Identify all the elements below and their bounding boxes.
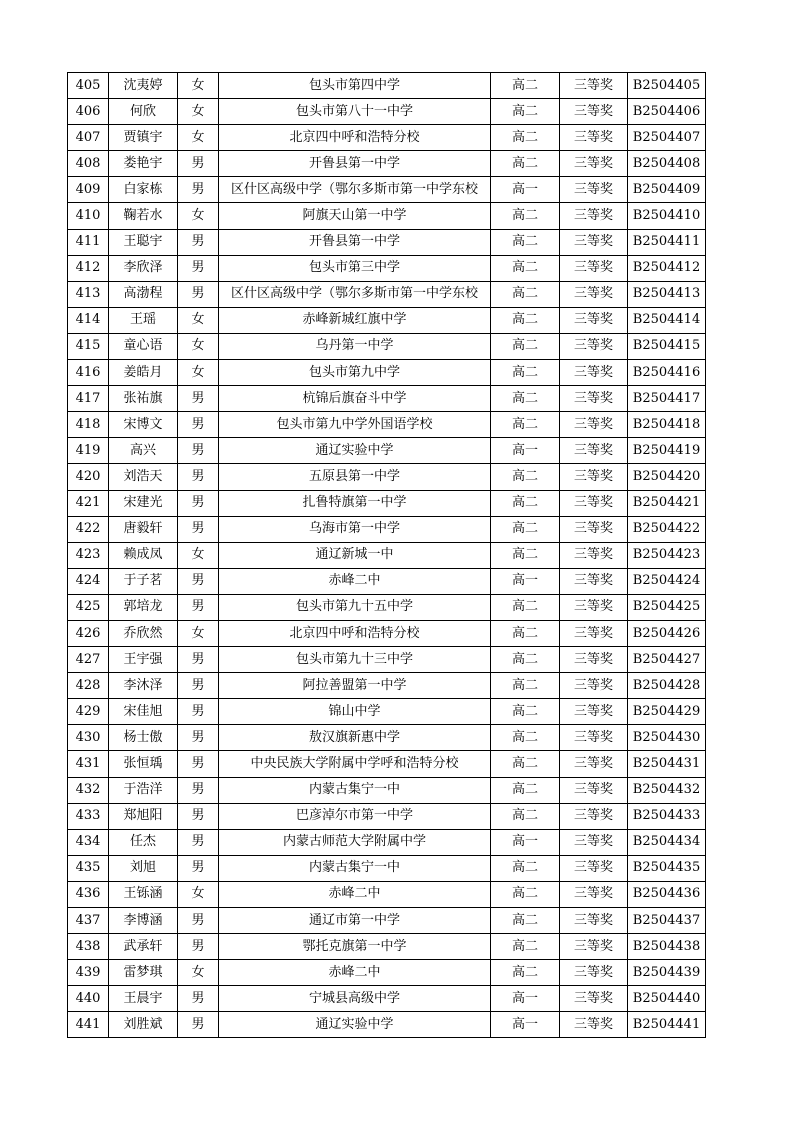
- cell-school: 乌海市第一中学: [219, 516, 491, 542]
- cell-gender: 男: [178, 386, 219, 412]
- cell-name: 何欣: [109, 99, 178, 125]
- cell-award: 三等奖: [560, 1012, 628, 1038]
- cell-gender: 男: [178, 829, 219, 855]
- cell-grade: 高一: [491, 829, 560, 855]
- cell-index: 411: [68, 229, 109, 255]
- table-row: [68, 281, 706, 307]
- cell-certificate: B2504440: [628, 986, 706, 1012]
- cell-grade: 高二: [491, 699, 560, 725]
- cell-certificate: B2504407: [628, 125, 706, 151]
- table-row: [68, 438, 706, 464]
- cell-name: 杨士傲: [109, 725, 178, 751]
- cell-school: 乌丹第一中学: [219, 333, 491, 359]
- cell-gender: 男: [178, 281, 219, 307]
- table-row: [68, 803, 706, 829]
- cell-gender: 男: [178, 151, 219, 177]
- cell-award: 三等奖: [560, 307, 628, 333]
- cell-name: 高兴: [109, 438, 178, 464]
- cell-award: 三等奖: [560, 777, 628, 803]
- cell-school: 北京四中呼和浩特分校: [219, 125, 491, 151]
- cell-certificate: B2504441: [628, 1012, 706, 1038]
- cell-award: 三等奖: [560, 803, 628, 829]
- cell-gender: 男: [178, 751, 219, 777]
- cell-name: 赖成凤: [109, 542, 178, 568]
- table-row: [68, 881, 706, 907]
- cell-gender: 男: [178, 464, 219, 490]
- cell-school: 通辽实验中学: [219, 1012, 491, 1038]
- cell-grade: 高二: [491, 725, 560, 751]
- cell-name: 高渤程: [109, 281, 178, 307]
- cell-school: 赤峰二中: [219, 881, 491, 907]
- table-row: [68, 568, 706, 594]
- table-row: [68, 647, 706, 673]
- cell-name: 王晨宇: [109, 986, 178, 1012]
- cell-gender: 男: [178, 412, 219, 438]
- cell-award: 三等奖: [560, 281, 628, 307]
- cell-name: 贾镇宇: [109, 125, 178, 151]
- cell-index: 410: [68, 203, 109, 229]
- table-row: [68, 203, 706, 229]
- cell-gender: 男: [178, 777, 219, 803]
- cell-award: 三等奖: [560, 699, 628, 725]
- cell-award: 三等奖: [560, 490, 628, 516]
- cell-gender: 女: [178, 99, 219, 125]
- cell-school: 阿拉善盟第一中学: [219, 673, 491, 699]
- cell-award: 三等奖: [560, 99, 628, 125]
- cell-certificate: B2504432: [628, 777, 706, 803]
- cell-gender: 男: [178, 803, 219, 829]
- cell-index: 416: [68, 360, 109, 386]
- cell-school: 通辽实验中学: [219, 438, 491, 464]
- table-row: [68, 412, 706, 438]
- cell-grade: 高二: [491, 412, 560, 438]
- cell-grade: 高二: [491, 647, 560, 673]
- cell-index: 429: [68, 699, 109, 725]
- cell-name: 刘浩天: [109, 464, 178, 490]
- cell-grade: 高二: [491, 464, 560, 490]
- table-row: [68, 725, 706, 751]
- cell-name: 乔欣然: [109, 620, 178, 646]
- cell-award: 三等奖: [560, 516, 628, 542]
- cell-index: 407: [68, 125, 109, 151]
- cell-school: 五原县第一中学: [219, 464, 491, 490]
- table-row: [68, 594, 706, 620]
- cell-award: 三等奖: [560, 386, 628, 412]
- cell-grade: 高二: [491, 73, 560, 99]
- cell-certificate: B2504406: [628, 99, 706, 125]
- cell-name: 李欣泽: [109, 255, 178, 281]
- cell-award: 三等奖: [560, 151, 628, 177]
- cell-index: 427: [68, 647, 109, 673]
- table-row: [68, 777, 706, 803]
- cell-gender: 男: [178, 725, 219, 751]
- cell-award: 三等奖: [560, 125, 628, 151]
- cell-name: 刘胜斌: [109, 1012, 178, 1038]
- cell-index: 423: [68, 542, 109, 568]
- cell-award: 三等奖: [560, 177, 628, 203]
- cell-name: 唐毅轩: [109, 516, 178, 542]
- table-row: [68, 73, 706, 99]
- cell-gender: 男: [178, 855, 219, 881]
- cell-name: 宋博文: [109, 412, 178, 438]
- cell-name: 武承轩: [109, 934, 178, 960]
- cell-grade: 高二: [491, 673, 560, 699]
- cell-gender: 男: [178, 1012, 219, 1038]
- cell-name: 张祐旗: [109, 386, 178, 412]
- cell-grade: 高二: [491, 777, 560, 803]
- cell-school: 包头市第九中学: [219, 360, 491, 386]
- cell-certificate: B2504415: [628, 333, 706, 359]
- cell-school: 内蒙古集宁一中: [219, 855, 491, 881]
- cell-award: 三等奖: [560, 73, 628, 99]
- cell-certificate: B2504419: [628, 438, 706, 464]
- cell-certificate: B2504430: [628, 725, 706, 751]
- cell-school: 赤峰二中: [219, 960, 491, 986]
- cell-certificate: B2504431: [628, 751, 706, 777]
- cell-index: 412: [68, 255, 109, 281]
- cell-name: 王聪宇: [109, 229, 178, 255]
- cell-gender: 女: [178, 620, 219, 646]
- award-table: [67, 72, 706, 1038]
- cell-award: 三等奖: [560, 620, 628, 646]
- cell-grade: 高二: [491, 307, 560, 333]
- cell-school: 区什区高级中学（鄂尔多斯市第一中学东校: [219, 281, 491, 307]
- cell-gender: 女: [178, 881, 219, 907]
- table-row: [68, 934, 706, 960]
- cell-gender: 男: [178, 673, 219, 699]
- cell-school: 内蒙古集宁一中: [219, 777, 491, 803]
- cell-school: 内蒙古师范大学附属中学: [219, 829, 491, 855]
- cell-name: 沈夷婷: [109, 73, 178, 99]
- cell-school: 巴彦淖尔市第一中学: [219, 803, 491, 829]
- table-row: [68, 960, 706, 986]
- cell-index: 435: [68, 855, 109, 881]
- cell-award: 三等奖: [560, 333, 628, 359]
- cell-award: 三等奖: [560, 255, 628, 281]
- cell-gender: 男: [178, 255, 219, 281]
- table-row: [68, 855, 706, 881]
- cell-school: 赤峰新城红旗中学: [219, 307, 491, 333]
- table-row: [68, 386, 706, 412]
- cell-grade: 高一: [491, 177, 560, 203]
- table-row: [68, 986, 706, 1012]
- cell-school: 包头市第三中学: [219, 255, 491, 281]
- cell-grade: 高一: [491, 986, 560, 1012]
- cell-award: 三等奖: [560, 542, 628, 568]
- cell-index: 425: [68, 594, 109, 620]
- cell-certificate: B2504433: [628, 803, 706, 829]
- cell-name: 郭培龙: [109, 594, 178, 620]
- table-row: [68, 829, 706, 855]
- cell-name: 王瑶: [109, 307, 178, 333]
- cell-index: 439: [68, 960, 109, 986]
- cell-grade: 高二: [491, 99, 560, 125]
- cell-school: 通辽新城一中: [219, 542, 491, 568]
- cell-index: 422: [68, 516, 109, 542]
- cell-gender: 男: [178, 699, 219, 725]
- cell-school: 包头市第四中学: [219, 73, 491, 99]
- table-row: [68, 229, 706, 255]
- award-table-body: [68, 73, 706, 1038]
- cell-certificate: B2504408: [628, 151, 706, 177]
- cell-name: 宋佳旭: [109, 699, 178, 725]
- cell-gender: 男: [178, 229, 219, 255]
- cell-award: 三等奖: [560, 438, 628, 464]
- cell-index: 418: [68, 412, 109, 438]
- cell-name: 雷梦琪: [109, 960, 178, 986]
- cell-school: 敖汉旗新惠中学: [219, 725, 491, 751]
- cell-index: 434: [68, 829, 109, 855]
- cell-school: 扎鲁特旗第一中学: [219, 490, 491, 516]
- cell-certificate: B2504413: [628, 281, 706, 307]
- cell-certificate: B2504421: [628, 490, 706, 516]
- cell-award: 三等奖: [560, 673, 628, 699]
- cell-name: 任杰: [109, 829, 178, 855]
- cell-index: 441: [68, 1012, 109, 1038]
- cell-grade: 高二: [491, 516, 560, 542]
- cell-school: 锦山中学: [219, 699, 491, 725]
- cell-name: 王铄涵: [109, 881, 178, 907]
- cell-gender: 男: [178, 490, 219, 516]
- cell-grade: 高二: [491, 281, 560, 307]
- cell-grade: 高二: [491, 125, 560, 151]
- cell-gender: 女: [178, 73, 219, 99]
- cell-school: 中央民族大学附属中学呼和浩特分校: [219, 751, 491, 777]
- cell-index: 415: [68, 333, 109, 359]
- cell-gender: 男: [178, 177, 219, 203]
- cell-award: 三等奖: [560, 412, 628, 438]
- cell-index: 437: [68, 908, 109, 934]
- table-row: [68, 177, 706, 203]
- cell-award: 三等奖: [560, 829, 628, 855]
- cell-name: 童心语: [109, 333, 178, 359]
- cell-name: 白家栋: [109, 177, 178, 203]
- cell-grade: 高二: [491, 803, 560, 829]
- cell-gender: 男: [178, 986, 219, 1012]
- cell-grade: 高二: [491, 203, 560, 229]
- cell-index: 428: [68, 673, 109, 699]
- cell-index: 432: [68, 777, 109, 803]
- cell-award: 三等奖: [560, 934, 628, 960]
- cell-gender: 男: [178, 438, 219, 464]
- cell-certificate: B2504427: [628, 647, 706, 673]
- cell-school: 开鲁县第一中学: [219, 151, 491, 177]
- cell-index: 413: [68, 281, 109, 307]
- cell-index: 430: [68, 725, 109, 751]
- cell-award: 三等奖: [560, 594, 628, 620]
- cell-grade: 高二: [491, 620, 560, 646]
- cell-certificate: B2504410: [628, 203, 706, 229]
- table-row: [68, 751, 706, 777]
- table-row: [68, 255, 706, 281]
- cell-index: 431: [68, 751, 109, 777]
- cell-name: 刘旭: [109, 855, 178, 881]
- cell-certificate: B2504425: [628, 594, 706, 620]
- cell-certificate: B2504420: [628, 464, 706, 490]
- table-row: [68, 908, 706, 934]
- table-row: [68, 673, 706, 699]
- cell-grade: 高二: [491, 386, 560, 412]
- table-row: [68, 151, 706, 177]
- table-row: [68, 333, 706, 359]
- cell-school: 包头市第八十一中学: [219, 99, 491, 125]
- cell-certificate: B2504412: [628, 255, 706, 281]
- cell-grade: 高二: [491, 255, 560, 281]
- cell-name: 李沐泽: [109, 673, 178, 699]
- cell-gender: 男: [178, 647, 219, 673]
- cell-school: 包头市第九十五中学: [219, 594, 491, 620]
- cell-gender: 女: [178, 542, 219, 568]
- table-row: [68, 125, 706, 151]
- cell-name: 于浩洋: [109, 777, 178, 803]
- cell-gender: 男: [178, 934, 219, 960]
- cell-gender: 女: [178, 360, 219, 386]
- table-row: [68, 490, 706, 516]
- cell-gender: 男: [178, 516, 219, 542]
- table-row: [68, 542, 706, 568]
- cell-certificate: B2504418: [628, 412, 706, 438]
- cell-school: 鄂托克旗第一中学: [219, 934, 491, 960]
- cell-award: 三等奖: [560, 751, 628, 777]
- cell-school: 通辽市第一中学: [219, 908, 491, 934]
- cell-certificate: B2504422: [628, 516, 706, 542]
- cell-school: 开鲁县第一中学: [219, 229, 491, 255]
- cell-grade: 高二: [491, 855, 560, 881]
- cell-gender: 女: [178, 333, 219, 359]
- cell-gender: 女: [178, 960, 219, 986]
- cell-certificate: B2504416: [628, 360, 706, 386]
- cell-school: 包头市第九十三中学: [219, 647, 491, 673]
- cell-grade: 高二: [491, 934, 560, 960]
- table-row: [68, 1012, 706, 1038]
- cell-award: 三等奖: [560, 464, 628, 490]
- cell-school: 赤峰二中: [219, 568, 491, 594]
- cell-grade: 高二: [491, 542, 560, 568]
- cell-award: 三等奖: [560, 908, 628, 934]
- cell-certificate: B2504411: [628, 229, 706, 255]
- table-row: [68, 464, 706, 490]
- cell-grade: 高二: [491, 360, 560, 386]
- cell-school: 宁城县高级中学: [219, 986, 491, 1012]
- cell-certificate: B2504417: [628, 386, 706, 412]
- cell-name: 李博涵: [109, 908, 178, 934]
- cell-grade: 高二: [491, 229, 560, 255]
- table-row: [68, 699, 706, 725]
- cell-award: 三等奖: [560, 960, 628, 986]
- cell-certificate: B2504438: [628, 934, 706, 960]
- cell-gender: 男: [178, 908, 219, 934]
- cell-name: 宋建光: [109, 490, 178, 516]
- cell-name: 于子茗: [109, 568, 178, 594]
- cell-grade: 高二: [491, 333, 560, 359]
- cell-index: 426: [68, 620, 109, 646]
- table-row: [68, 620, 706, 646]
- cell-certificate: B2504439: [628, 960, 706, 986]
- cell-grade: 高二: [491, 881, 560, 907]
- cell-award: 三等奖: [560, 568, 628, 594]
- table-row: [68, 307, 706, 333]
- cell-certificate: B2504435: [628, 855, 706, 881]
- cell-school: 北京四中呼和浩特分校: [219, 620, 491, 646]
- cell-name: 王宇强: [109, 647, 178, 673]
- cell-index: 424: [68, 568, 109, 594]
- cell-certificate: B2504436: [628, 881, 706, 907]
- cell-gender: 女: [178, 203, 219, 229]
- cell-index: 433: [68, 803, 109, 829]
- cell-certificate: B2504414: [628, 307, 706, 333]
- cell-index: 406: [68, 99, 109, 125]
- cell-award: 三等奖: [560, 647, 628, 673]
- cell-name: 鞠若水: [109, 203, 178, 229]
- cell-name: 姜皓月: [109, 360, 178, 386]
- cell-award: 三等奖: [560, 725, 628, 751]
- cell-index: 405: [68, 73, 109, 99]
- cell-award: 三等奖: [560, 360, 628, 386]
- cell-grade: 高二: [491, 960, 560, 986]
- table-row: [68, 99, 706, 125]
- cell-school: 区什区高级中学（鄂尔多斯市第一中学东校: [219, 177, 491, 203]
- cell-gender: 男: [178, 594, 219, 620]
- cell-index: 436: [68, 881, 109, 907]
- cell-certificate: B2504434: [628, 829, 706, 855]
- cell-grade: 高二: [491, 490, 560, 516]
- cell-index: 417: [68, 386, 109, 412]
- cell-certificate: B2504409: [628, 177, 706, 203]
- table-row: [68, 516, 706, 542]
- cell-certificate: B2504424: [628, 568, 706, 594]
- table-row: [68, 360, 706, 386]
- cell-award: 三等奖: [560, 855, 628, 881]
- cell-award: 三等奖: [560, 881, 628, 907]
- cell-index: 408: [68, 151, 109, 177]
- cell-award: 三等奖: [560, 229, 628, 255]
- cell-certificate: B2504405: [628, 73, 706, 99]
- cell-name: 张恒瑀: [109, 751, 178, 777]
- cell-index: 409: [68, 177, 109, 203]
- cell-gender: 女: [178, 307, 219, 333]
- cell-certificate: B2504423: [628, 542, 706, 568]
- cell-grade: 高一: [491, 1012, 560, 1038]
- cell-index: 438: [68, 934, 109, 960]
- cell-name: 郑旭阳: [109, 803, 178, 829]
- cell-grade: 高一: [491, 568, 560, 594]
- cell-gender: 男: [178, 568, 219, 594]
- cell-index: 440: [68, 986, 109, 1012]
- cell-certificate: B2504429: [628, 699, 706, 725]
- cell-grade: 高一: [491, 438, 560, 464]
- cell-award: 三等奖: [560, 203, 628, 229]
- cell-school: 杭锦后旗奋斗中学: [219, 386, 491, 412]
- cell-index: 421: [68, 490, 109, 516]
- cell-certificate: B2504428: [628, 673, 706, 699]
- cell-gender: 女: [178, 125, 219, 151]
- cell-index: 420: [68, 464, 109, 490]
- cell-index: 419: [68, 438, 109, 464]
- cell-certificate: B2504437: [628, 908, 706, 934]
- cell-school: 包头市第九中学外国语学校: [219, 412, 491, 438]
- cell-award: 三等奖: [560, 986, 628, 1012]
- cell-certificate: B2504426: [628, 620, 706, 646]
- cell-grade: 高二: [491, 908, 560, 934]
- cell-grade: 高二: [491, 751, 560, 777]
- cell-school: 阿旗天山第一中学: [219, 203, 491, 229]
- cell-name: 娄艳宇: [109, 151, 178, 177]
- cell-index: 414: [68, 307, 109, 333]
- cell-grade: 高二: [491, 151, 560, 177]
- cell-grade: 高二: [491, 594, 560, 620]
